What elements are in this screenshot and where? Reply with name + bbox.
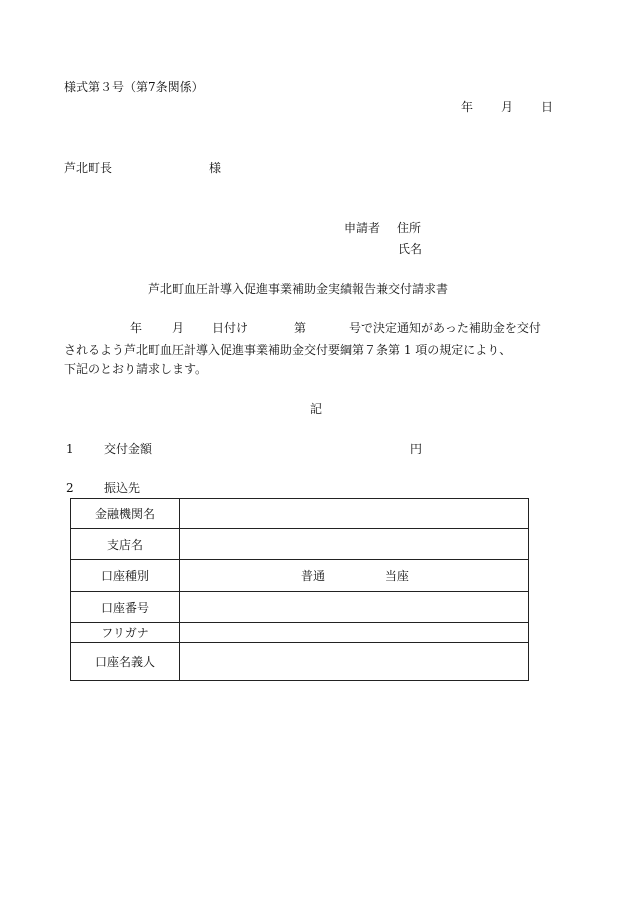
applicant-name-label: 氏名 — [398, 242, 423, 256]
date-year-label: 年 — [461, 100, 474, 114]
item2-label: 振込先 — [104, 481, 141, 495]
account-type-toza[interactable]: 当座 — [384, 569, 409, 583]
item2-number: 2 — [66, 481, 74, 495]
applicant-label: 申請者 — [344, 221, 381, 235]
table-row — [71, 592, 529, 623]
bank-name-field[interactable] — [180, 499, 529, 529]
table-row — [71, 643, 529, 681]
item1-label: 交付金額 — [104, 442, 153, 456]
account-type-futsu[interactable]: 普通 — [301, 569, 326, 583]
applicant-address-label: 住所 — [397, 221, 422, 235]
document-title: 芦北町血圧計導入促進事業補助金実績報告兼交付請求書 — [148, 282, 449, 296]
bank-account-table — [70, 498, 529, 681]
account-type-field[interactable] — [180, 560, 529, 592]
date-month-label: 月 — [501, 100, 514, 114]
bank-name-label: 金融機関名 — [71, 499, 180, 529]
addressee-honorific: 様 — [209, 161, 222, 175]
body-month: 月 — [172, 321, 185, 335]
branch-field[interactable] — [180, 529, 529, 560]
furigana-label: フリガナ — [71, 623, 180, 643]
body-dated: 日付け — [212, 321, 249, 335]
furigana-field[interactable] — [180, 623, 529, 643]
table-row — [71, 499, 529, 529]
account-holder-label: 口座名義人 — [71, 643, 180, 681]
item1-unit: 円 — [410, 442, 423, 456]
branch-label: 支店名 — [71, 529, 180, 560]
body-line1-text: 号で決定通知があった補助金を交付 — [349, 321, 541, 335]
body-year: 年 — [130, 321, 143, 335]
table-row — [71, 560, 529, 592]
table-row — [71, 529, 529, 560]
account-number-label: 口座番号 — [71, 592, 180, 623]
body-no: 第 — [294, 321, 307, 335]
table-row — [71, 623, 529, 643]
item1-number: 1 — [66, 442, 74, 456]
account-type-label: 口座種別 — [71, 560, 180, 592]
ki-heading: 記 — [310, 402, 323, 416]
addressee-mayor: 芦北町長 — [64, 161, 113, 175]
date-day-label: 日 — [541, 100, 554, 114]
account-holder-field[interactable] — [180, 643, 529, 681]
account-number-field[interactable] — [180, 592, 529, 623]
form-number: 様式第３号（第7条関係） — [64, 80, 204, 94]
body-line2: されるよう芦北町血圧計導入促進事業補助金交付要綱第７条第 1 項の規定により、 — [64, 343, 512, 357]
body-line3: 下記のとおり請求します。 — [64, 362, 208, 376]
